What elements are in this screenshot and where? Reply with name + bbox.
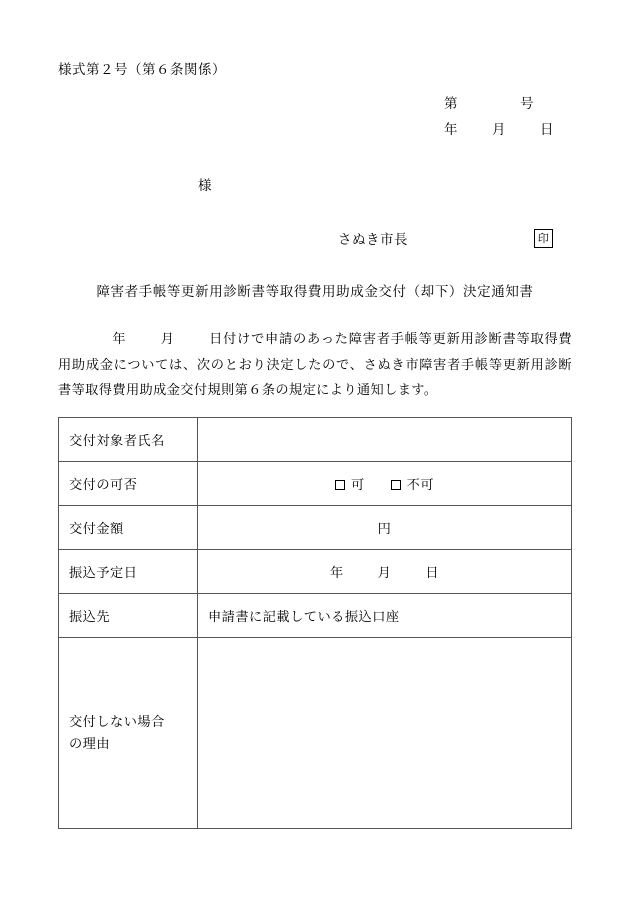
row-label-transfer-date: 振込予定日 — [59, 550, 198, 594]
row-value-amount[interactable] — [198, 506, 572, 550]
body-line2: 助成金については、次のとおり決定したので、さぬき市障害者手帳等更新用診断書 — [58, 356, 572, 398]
document-number-line — [58, 92, 572, 112]
row-label-rejection-reason — [59, 638, 198, 829]
row-value-recipient-name[interactable] — [198, 418, 572, 462]
row-label-decision: 交付の可否 — [59, 462, 198, 506]
row-value-rejection-reason[interactable] — [198, 638, 572, 829]
decision-table — [58, 417, 572, 829]
document-body — [58, 326, 572, 403]
table-row — [59, 594, 572, 638]
issuer-line — [58, 228, 572, 248]
checkbox-label-yes: 可 — [350, 477, 365, 493]
table-row — [59, 638, 572, 829]
transfer-date-month: 月 — [377, 565, 392, 581]
document-date-day: 日 — [540, 122, 554, 137]
checkbox-label-no: 不可 — [406, 477, 435, 493]
document-date-year: 年 — [444, 122, 458, 137]
addressee-line — [58, 174, 572, 194]
amount-unit: 円 — [377, 521, 392, 537]
row-label-recipient-name: 交付対象者氏名 — [59, 418, 198, 462]
document-number-suffix: 号 — [520, 96, 534, 111]
checkbox-option-no[interactable] — [391, 474, 434, 493]
table-row — [59, 418, 572, 462]
document-date-line — [58, 118, 572, 138]
body-line3: 等取得費用助成金交付規則第６条の規定により通知します。 — [71, 382, 438, 398]
document-number-prefix: 第 — [444, 96, 458, 111]
body-year: 年 — [112, 331, 127, 346]
rejection-reason-label-line2: の理由 — [69, 736, 111, 752]
body-line1-rest: 日付けで申請のあった障害者手帳等更新用診断書等取得費用 — [58, 331, 573, 372]
checkbox-icon[interactable] — [335, 480, 345, 490]
row-value-transfer-date[interactable] — [198, 550, 572, 594]
table-row — [59, 462, 572, 506]
rejection-reason-label-line1: 交付しない場合 — [69, 713, 165, 729]
seal-icon: 印 — [534, 229, 553, 248]
body-month: 月 — [160, 331, 175, 346]
document-title: 障害者手帳等更新用診断書等取得費用助成金交付（却下）決定通知書 — [96, 284, 534, 299]
row-label-transfer-account: 振込先 — [59, 594, 198, 638]
row-value-transfer-account: 申請書に記載している振込口座 — [198, 594, 572, 638]
issuer-name: さぬき市長 — [338, 232, 408, 247]
row-value-decision — [198, 462, 572, 506]
checkbox-option-yes[interactable] — [335, 474, 365, 493]
checkbox-icon[interactable] — [391, 480, 401, 490]
row-label-amount: 交付金額 — [59, 506, 198, 550]
table-row — [59, 506, 572, 550]
form-number: 様式第２号（第６条関係） — [58, 62, 226, 77]
addressee-honorific: 様 — [198, 178, 212, 193]
table-row — [59, 550, 572, 594]
document-date-month: 月 — [492, 122, 506, 137]
transfer-date-year: 年 — [329, 565, 344, 581]
transfer-date-day: 日 — [425, 565, 440, 581]
